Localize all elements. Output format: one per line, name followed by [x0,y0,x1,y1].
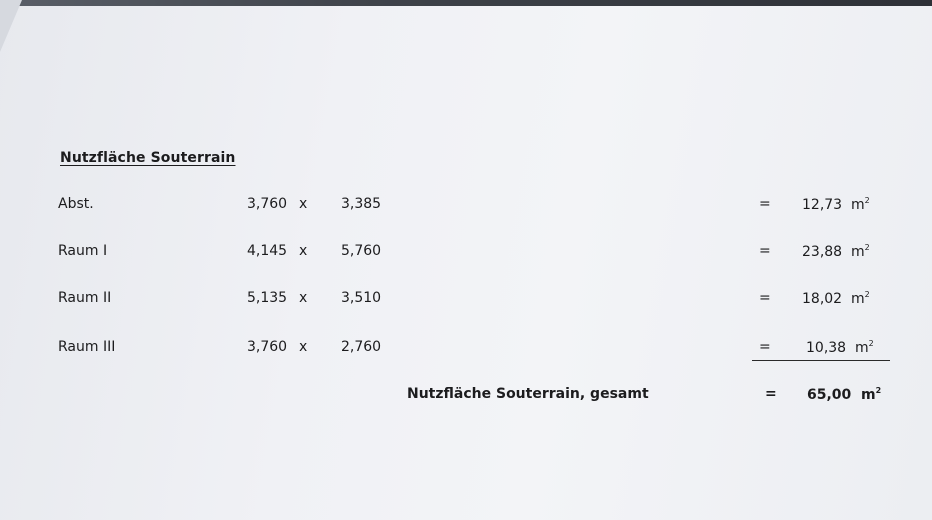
room-label: Abst. [58,196,94,212]
room-width: 3,760 [247,339,288,355]
room-area [806,339,874,356]
total-row [0,386,932,408]
unit-exponent: 2 [868,339,874,348]
equals-sign: = [759,339,771,355]
area-row [0,339,932,361]
multiply-sign: x [299,243,308,259]
unit-exponent: 2 [864,243,870,252]
total-equals-sign: = [765,386,777,402]
equals-sign: = [759,290,771,306]
room-width: 5,135 [247,290,288,306]
area-value: 12,73 [802,197,843,213]
room-label: Raum III [58,339,116,355]
room-length: 3,385 [341,196,382,212]
area-unit: m [851,291,865,307]
total-area [807,386,881,403]
room-length: 5,760 [341,243,382,259]
sum-underline [752,360,890,361]
unit-exponent: 2 [864,196,870,205]
room-area [802,290,870,307]
room-width: 4,145 [247,243,288,259]
total-unit-exponent: 2 [875,386,882,395]
equals-sign: = [759,243,771,259]
multiply-sign: x [299,290,308,306]
area-unit: m [855,340,869,356]
unit-exponent: 2 [864,290,870,299]
total-label: Nutzfläche Souterrain, gesamt [407,386,649,402]
area-unit: m [851,244,865,260]
area-row [0,196,932,218]
area-value: 23,88 [802,244,843,260]
total-value: 65,00 [807,387,852,403]
area-value: 10,38 [806,340,847,356]
room-label: Raum I [58,243,108,259]
equals-sign: = [759,196,771,212]
multiply-sign: x [299,339,308,355]
room-length: 2,760 [341,339,382,355]
area-unit: m [851,197,865,213]
area-row [0,290,932,312]
area-row [0,243,932,265]
total-unit: m [861,387,876,403]
page-title: Nutzfläche Souterrain [60,150,236,166]
room-length: 3,510 [341,290,382,306]
room-area [802,243,870,260]
room-label: Raum II [58,290,112,306]
area-value: 18,02 [802,291,843,307]
room-area [802,196,870,213]
room-width: 3,760 [247,196,288,212]
multiply-sign: x [299,196,308,212]
